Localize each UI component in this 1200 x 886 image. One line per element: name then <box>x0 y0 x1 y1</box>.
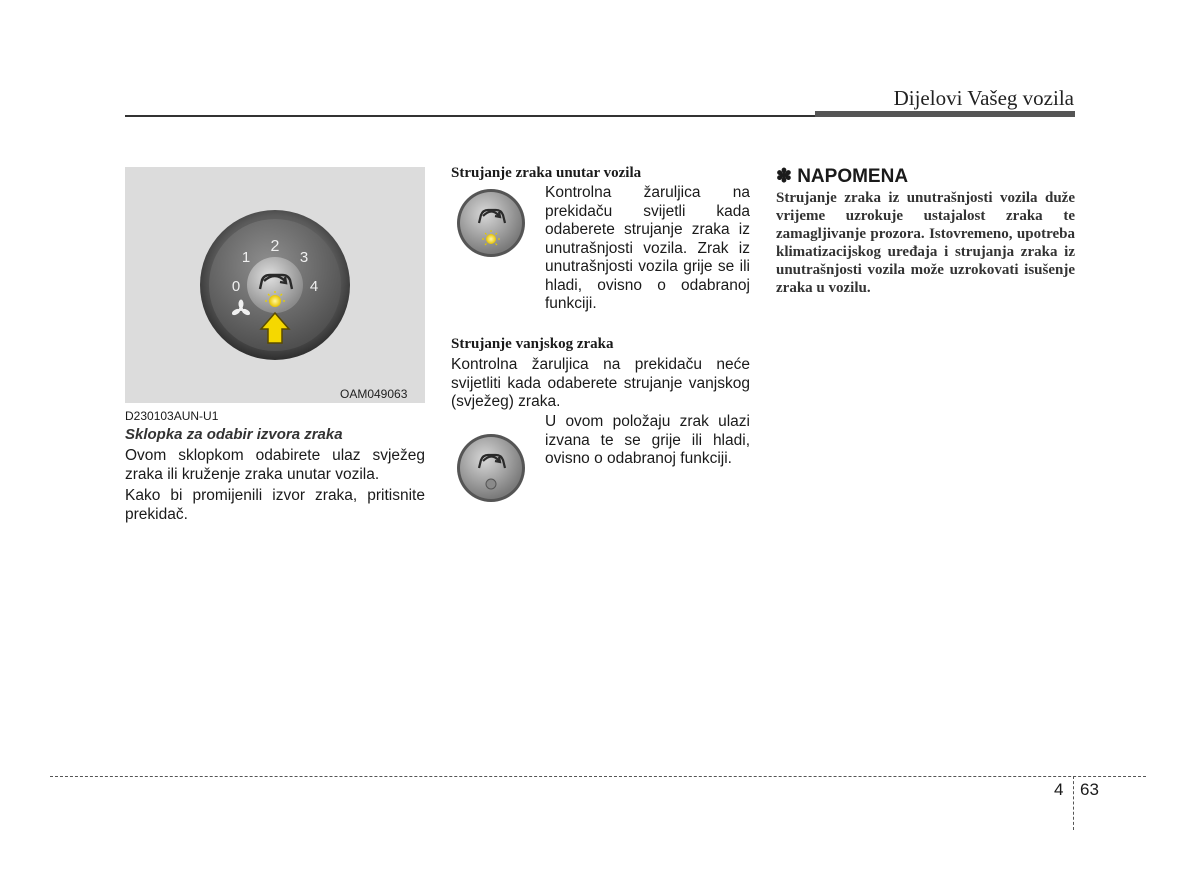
figure-code: OAM049063 <box>340 387 408 401</box>
document-code: D230103AUN-U1 <box>125 409 219 423</box>
dial-number-0: 0 <box>231 278 241 295</box>
section-title: Dijelovi Vašeg vozila <box>893 86 1074 110</box>
section-heading: Sklopka za odabir izvora zraka <box>125 426 343 443</box>
header-rule-accent <box>815 111 1075 117</box>
footer-rule <box>50 776 1146 777</box>
note-text: Strujanje zraka iz unutrašnjosti vozila duže vrijeme uzrokuje ustajalost zraka te zamagljivanje prozora. Istovremeno, upotreba klimatizacijskog uređaja i strujanja zraka iz unutrašnjosti vozila može uzrokovati isušenje zraka u vozilu. <box>776 190 1075 296</box>
fresh-air-operation-description: U ovom položaju zrak ulazi izvana te se grije ili hladi, ovisno o odabranoj funkciji. <box>545 413 750 467</box>
dial-number-2: 2 <box>270 238 280 255</box>
page-number: 63 <box>1080 780 1099 799</box>
paragraph-intro: Ovom sklopkom odabirete ulaz svježeg zraka ili kruženje zraka unutar vozila. <box>125 447 425 483</box>
dial-number-3: 3 <box>299 249 309 266</box>
footer-divider <box>1073 776 1074 830</box>
dial-number-1: 1 <box>241 249 251 266</box>
recirculation-heading: Strujanje zraka unutar vozila <box>451 165 642 181</box>
switch-photo <box>125 167 425 403</box>
note-heading: ✽ NAPOMENA <box>776 166 909 187</box>
recirculation-on-button-icon <box>456 188 526 258</box>
fresh-air-heading: Strujanje vanjskog zraka <box>451 336 614 352</box>
paragraph-instruction: Kako bi promijenili izvor zraka, pritisnite prekidač. <box>125 487 425 523</box>
indicator-light-icon <box>269 295 281 307</box>
recirculation-description: Kontrolna žaruljica na prekidaču svijetli kada odaberete strujanje zraka iz unutrašnjosti vozila. Zrak iz unutrašnjosti vozila grije se ili hladi, ovisno o odabranoj funkciji. <box>545 184 750 312</box>
chapter-number: 4 <box>1054 780 1064 799</box>
fresh-air-description: Kontrolna žaruljica na prekidaču neće svijetliti kada odaberete strujanje vanjskog (svježeg) zraka. <box>451 356 750 410</box>
dial-number-4: 4 <box>309 278 319 295</box>
fresh-air-button-icon <box>456 433 526 503</box>
